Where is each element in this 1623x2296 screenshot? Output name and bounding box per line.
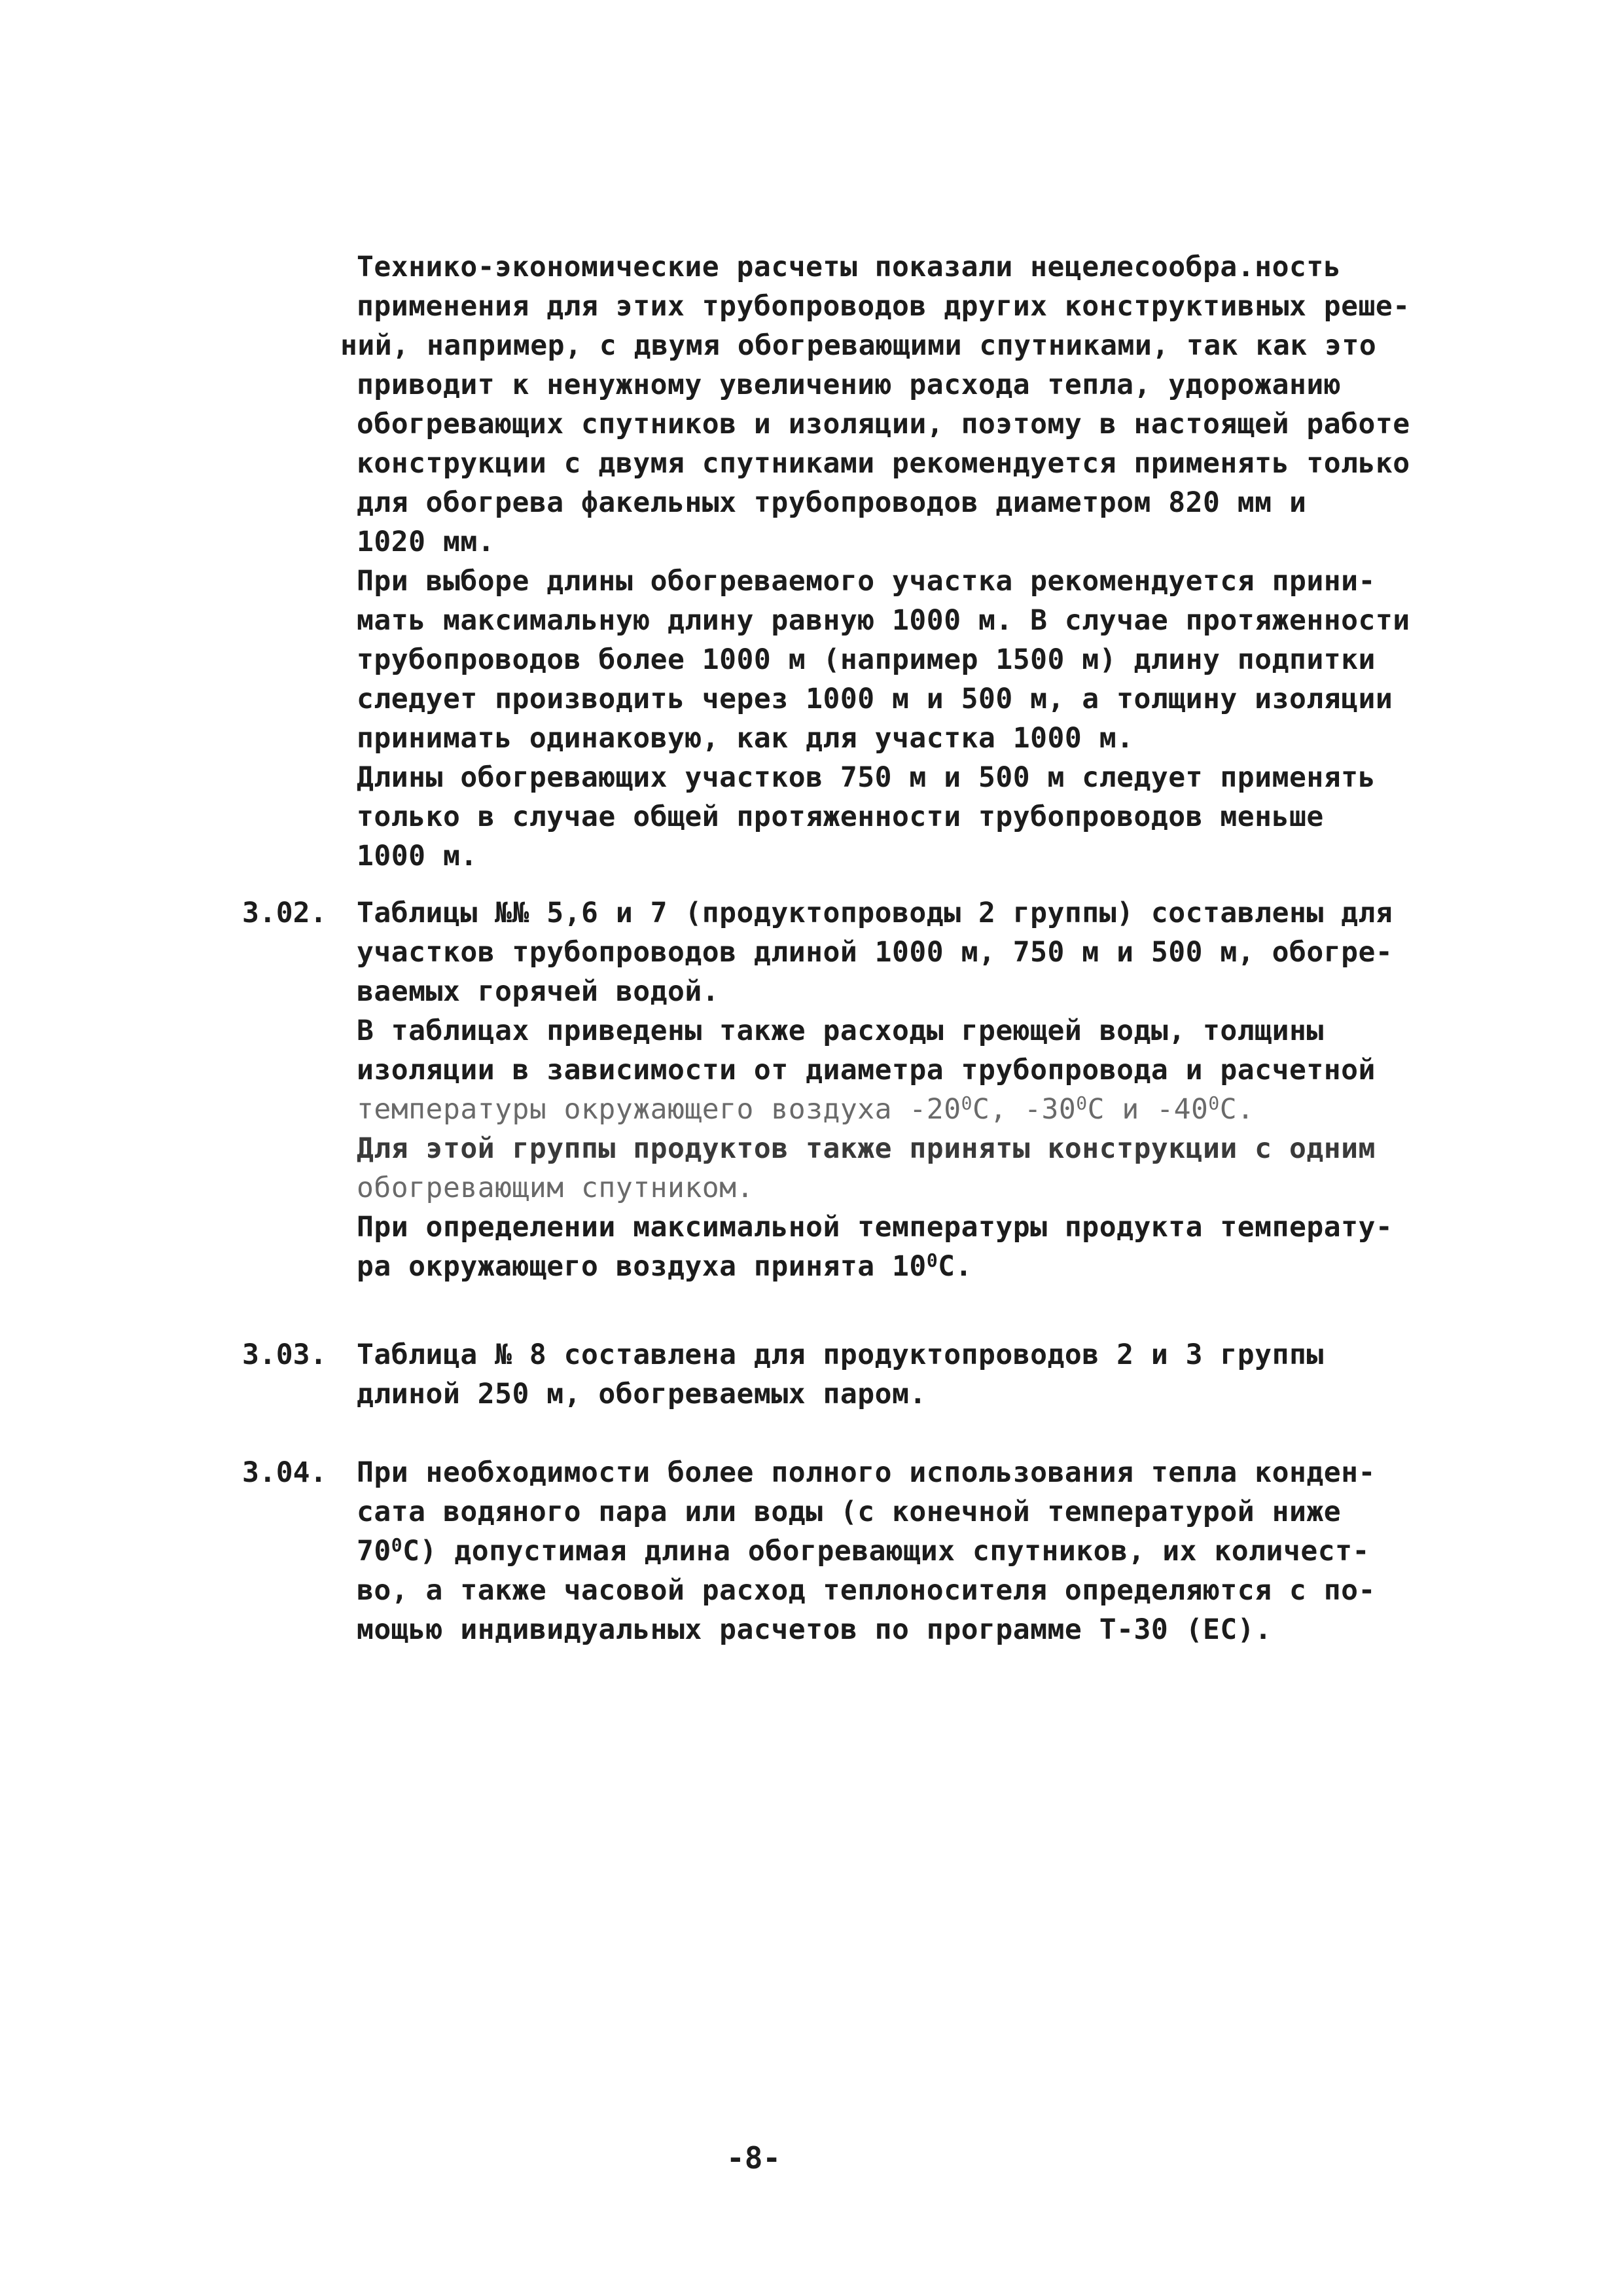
- intro-line: Технико-экономические расчеты показали нецелесообра.ность: [357, 251, 1342, 283]
- intro-line: При выборе длины обогреваемого участка рекомендуется прини-: [357, 565, 1376, 598]
- section-number: 3.04.: [242, 1456, 327, 1489]
- section-line: мощью индивидуальных расчетов по программе Т-30 (ЕС).: [357, 1613, 1272, 1646]
- intro-line: приводит к ненужному увеличению расхода тепла, удорожанию: [357, 368, 1342, 401]
- section-line: При определении максимальной температуры продукта температу-: [357, 1211, 1393, 1244]
- intro-line: ний, например, с двумя обогревающими спутниками, так как это: [340, 329, 1377, 362]
- section-line: ра окружающего воздуха принята $10^0С$.: [357, 1249, 972, 1283]
- intro-line: принимать одинаковую, как для участка 1000 м.: [357, 722, 1134, 755]
- section-line: Таблица № 8 составлена для продуктопроводов 2 и 3 группы: [357, 1338, 1324, 1371]
- section-line: изоляции в зависимости от диаметра трубопровода и расчетной: [357, 1054, 1376, 1086]
- intro-line: следует производить через 1000 м и 500 м, а толщину изоляции: [357, 683, 1393, 715]
- intro-line: применения для этих трубопроводов других конструктивных реше-: [357, 290, 1410, 323]
- section-line: во, а также часовой расход теплоносителя определяются с по-: [357, 1574, 1376, 1607]
- section-line: обогревающим спутником.: [357, 1172, 754, 1204]
- intro-line: конструкции с двумя спутниками рекомендуется применять только: [357, 447, 1410, 480]
- intro-line: Длины обогревающих участков 750 м и 500 м следует применять: [357, 761, 1376, 794]
- section-number: 3.03.: [242, 1338, 327, 1371]
- intro-line: 1020 мм.: [357, 526, 495, 558]
- section-line: сата водяного пара или воды (с конечной температурой ниже: [357, 1496, 1342, 1528]
- section-number: 3.02.: [242, 897, 327, 929]
- intro-line: трубопроводов более 1000 м (например 1500 м) длину подпитки: [357, 643, 1376, 676]
- section-line: участков трубопроводов длиной 1000 м, 750 м и 500 м, обогре-: [357, 936, 1393, 969]
- intro-line: для обогрева факельных трубопроводов диаметром 820 мм и: [357, 486, 1307, 519]
- section-line: длиной 250 м, обогреваемых паром.: [357, 1378, 927, 1410]
- section-line: В таблицах приведены также расходы греющей воды, толщины: [357, 1014, 1324, 1047]
- intro-line: обогревающих спутников и изоляции, поэтому в настоящей работе: [357, 408, 1410, 440]
- section-line: При необходимости более полного использования тепла конден-: [357, 1456, 1376, 1489]
- section-line: $70^0С$) допустимая длина обогревающих спутников, их количест-: [357, 1534, 1370, 1568]
- intro-line: мать максимальную длину равную 1000 м. В случае протяженности: [357, 604, 1410, 637]
- section-line: ваемых горячей водой.: [357, 975, 720, 1008]
- intro-line: 1000 м.: [357, 840, 478, 872]
- temperature-line: температуры окружающего воздуха $-20^0С$, $-30^0С$ и $-40^0С$.: [357, 1092, 1255, 1126]
- page-number: -8-: [726, 2140, 781, 2176]
- intro-line: только в случае общей протяженности трубопроводов меньше: [357, 800, 1324, 833]
- section-line: Для этой группы продуктов также приняты конструкции с одним: [357, 1132, 1376, 1165]
- section-line: Таблицы №№ 5,6 и 7 (продуктопроводы 2 группы) составлены для: [357, 897, 1393, 929]
